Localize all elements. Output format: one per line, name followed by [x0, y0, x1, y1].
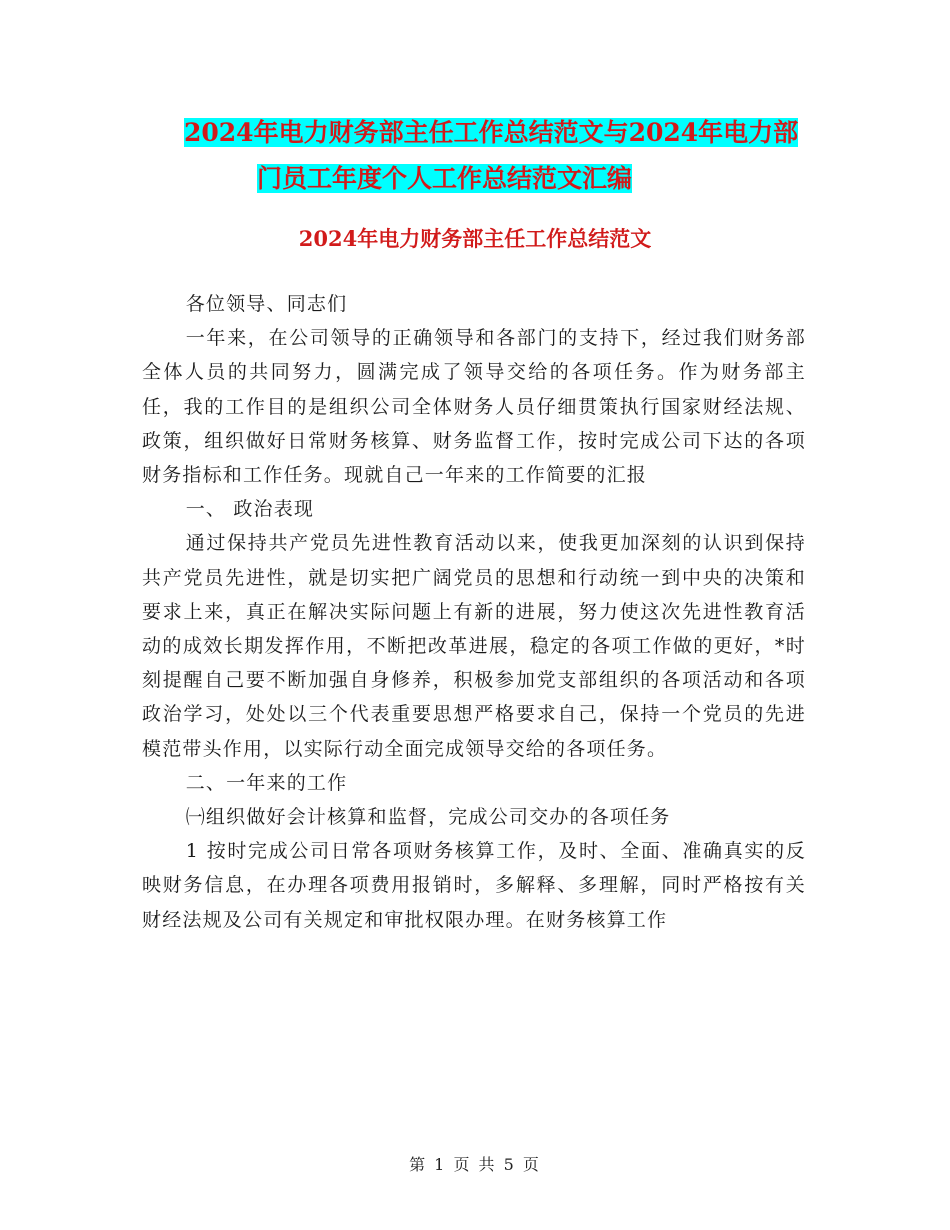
paragraph-accounting: 1 按时完成公司日常各项财务核算工作，及时、全面、准确真实的反映财务信息，在办理各项费用报销时，多解释、多理解，同时严格按有关财经法规及公司有关规定和审批权限办理。在财务核算工作: [142, 840, 806, 931]
paragraph-intro: 一年来，在公司领导的正确领导和各部门的支持下，经过我们财务部全体人员的共同努力，圆满完成了领导交给的各项任务。作为财务部主任，我的工作目的是组织公司全体财务人员仔细贯策执行国家财经法规、政策，组织做好日常财务核算、财务监督工作，按时完成公司下达的各项财务指标和工作任务。现就自己一年来的工作简要的汇报: [142, 327, 806, 487]
subheading-accounting: ㈠组织做好会计核算和监督，完成公司交办的各项任务: [185, 806, 671, 829]
salutation: 各位领导、同志们: [185, 293, 348, 315]
document-title-line-1: 2024年电力财务部主任工作总结范文与2024年电力部: [184, 118, 799, 147]
paragraph-political-performance: 通过保持共产党员先进性教育活动以来，使我更加深刻的认识到保持共产党员先进性，就是切实把广阔党员的思想和行动统一到中央的决策和要求上来，真正在解决实际问题上有新的进展，努力使这次先进性教育活动的成效长期发挥作用，不断把改革进展，稳定的各项工作做的更好，*时刻提醒自己要不断加强自身修养，积极参加党支部组织的各项活动和各项政治学习，处处以三个代表重要思想严格要求自己，保持一个党员的先进模范带头作用，以实际行动全面完成领导交给的各项任务。: [142, 532, 806, 760]
heading-year-work: 二、一年来的工作: [185, 771, 348, 794]
document-body: [142, 287, 806, 937]
section-title: 2024年电力财务部主任工作总结范文: [298, 226, 652, 251]
page-footer: 第 1 页 共 5 页: [409, 1155, 541, 1174]
document-title-line-2: 门员工年度个人工作总结范文汇编: [257, 164, 633, 193]
heading-political-performance: 一、 政治表现: [185, 498, 315, 521]
document-title: [142, 110, 822, 202]
